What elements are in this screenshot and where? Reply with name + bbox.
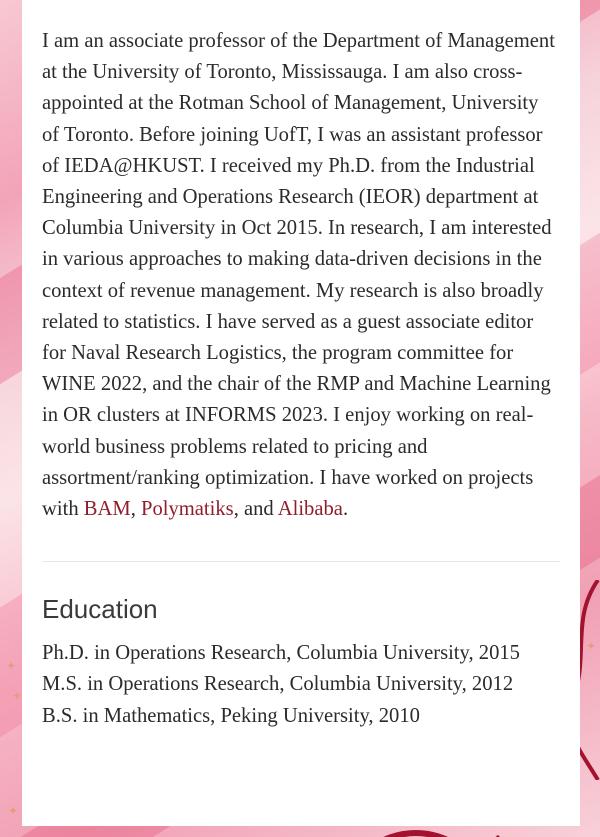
bam-link[interactable]: BAM [83,498,131,521]
bio-separator: , [130,498,136,521]
education-item: M.S. in Operations Research, Columbia University, 2012 [42,673,514,696]
star-icon: ✦ [586,639,597,653]
education-heading: Education [42,594,158,625]
section-divider [42,561,560,562]
bio-separator: , and [233,498,278,521]
bio-paragraph [42,26,560,525]
content-card [22,0,580,826]
polymatiks-link[interactable]: Polymatiks [141,498,234,521]
star-icon: ✦ [12,689,23,703]
bio-end: . [342,498,349,521]
education-item: Ph.D. in Operations Research, Columbia University, 2015 [42,642,520,665]
education-list [42,638,560,732]
bio-text: I am an associate professor of the Department of Management at the University of Toronto, Mississauga. I am also cross-appointed at the Rotman School of Management, University of Toronto. Before joining UofT, I was an assistant professor of IEDA@HKUST. I received my Ph.D. from the Industrial Engineering and Operations Research (IEOR) department at Columbia University in Oct 2015. In research, I am interested in various approaches to making data-driven decisions in the context of revenue management. My research is also broadly related to statistics. I have served as a guest associate editor for Naval Research Logistics, the program committee for WINE 2022, and the chair of the RMP and Machine Learning in OR clusters at INFORMS 2023. I enjoy working on real-world business problems related to pricing and assortment/ranking optimization. I have worked on projects with [42,30,555,521]
star-icon: ✦ [8,804,19,818]
star-icon: ✦ [6,659,17,673]
education-item: B.S. in Mathematics, Peking University, 2010 [42,704,420,727]
alibaba-link[interactable]: Alibaba [277,498,343,521]
